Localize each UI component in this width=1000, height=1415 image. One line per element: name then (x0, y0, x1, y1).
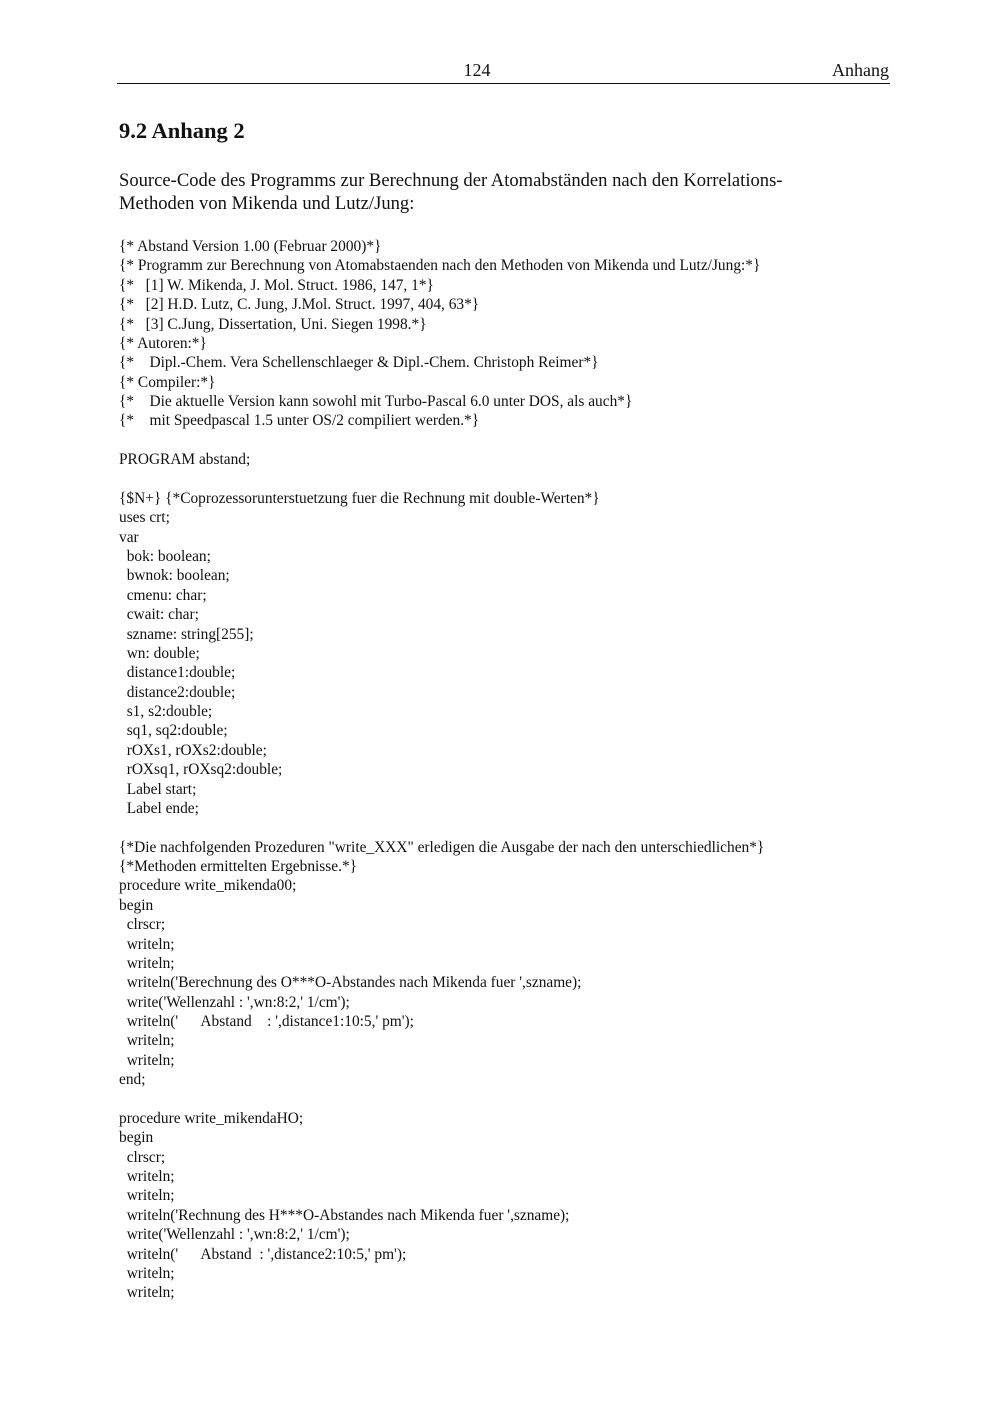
code-line: Label ende; (119, 799, 199, 817)
code-line: distance1:double; (119, 664, 236, 682)
section-title: 9.2 Anhang 2 (119, 118, 245, 143)
code-line (119, 818, 764, 837)
code-line: writeln('Rechnung des H***O-Abstandes nach Mikenda fuer ',szname); (119, 1206, 570, 1224)
code-line: {* Compiler:*} (119, 373, 216, 391)
code-line: clrscr; (119, 916, 166, 934)
code-line: {* Programm zur Berechnung von Atomabstaenden nach den Methoden von Mikenda und Lutz/Jung:*} (119, 257, 761, 275)
code-line: PROGRAM abstand; (119, 451, 251, 469)
header-rule (117, 83, 890, 84)
code-line: wn: double; (119, 644, 200, 662)
code-line: bok: boolean; (119, 548, 211, 565)
code-line: {* [3] C.Jung, Dissertation, Uni. Siegen 1998.*} (119, 315, 427, 333)
code-line: writeln; (119, 935, 175, 953)
intro-line: Methoden von Mikenda und Lutz/Jung: (119, 193, 415, 214)
code-line: writeln; (119, 1168, 175, 1185)
code-line: {* Dipl.-Chem. Vera Schellenschlaeger & Dipl.-Chem. Christoph Reimer*} (119, 354, 599, 372)
code-line: cwait: char; (119, 606, 199, 624)
code-line: begin (119, 896, 154, 914)
code-line: {$N+} {*Coprozessorunterstuetzung fuer die Rechnung mit double-Werten*} (119, 489, 600, 507)
code-line: {* mit Speedpascal 1.5 unter OS/2 compiliert werden.*} (119, 412, 480, 430)
intro-paragraph (119, 169, 879, 215)
code-line: szname: string[255]; (119, 625, 254, 643)
code-line: procedure write_mikendaHO; (119, 1109, 304, 1127)
code-line: Label start; (119, 780, 197, 798)
code-line: clrscr; (119, 1148, 166, 1166)
code-line: procedure write_mikenda00; (119, 877, 297, 895)
code-line: {* [1] W. Mikenda, J. Mol. Struct. 1986, 147, 1*} (119, 276, 434, 294)
code-line: rOXsq1, rOXsq2:double; (119, 761, 283, 779)
code-line: {*Methoden ermittelten Ergebnisse.*} (119, 858, 358, 875)
code-line: {* Autoren:*} (119, 334, 207, 352)
code-line: sq1, sq2:double; (119, 722, 228, 740)
code-line: writeln; (119, 954, 175, 972)
code-line: writeln; (119, 1284, 175, 1302)
source-code-listing (119, 237, 764, 1303)
code-line: {* Abstand Version 1.00 (Februar 2000)*} (119, 238, 382, 255)
code-line: distance2:double; (119, 683, 236, 701)
code-line: {* Die aktuelle Version kann sowohl mit Turbo-Pascal 6.0 unter DOS, als auch*} (119, 393, 633, 410)
code-line: begin (119, 1129, 154, 1147)
code-line: uses crt; (119, 509, 170, 527)
code-line: writeln; (119, 1187, 175, 1205)
page-number: 124 (463, 60, 491, 80)
code-line: cmenu: char; (119, 586, 207, 604)
code-line: writeln('Berechnung des O***O-Abstandes nach Mikenda fuer ',szname); (119, 974, 582, 992)
code-line: writeln; (119, 1264, 175, 1282)
code-line: bwnok: boolean; (119, 567, 230, 585)
code-line: s1, s2:double; (119, 703, 213, 720)
code-line: {*Die nachfolgenden Prozeduren "write_XXX" erledigen die Ausgabe der nach den unterschiedlichen*} (119, 838, 765, 856)
code-line: write('Wellenzahl : ',wn:8:2,' 1/cm'); (119, 993, 350, 1011)
code-line (119, 470, 764, 489)
code-line: end; (119, 1071, 146, 1089)
code-line: {* [2] H.D. Lutz, C. Jung, J.Mol. Struct. 1997, 404, 63*} (119, 296, 480, 314)
code-line: writeln; (119, 1032, 175, 1050)
code-line: writeln(' Abstand : ',distance2:10:5,' pm'); (119, 1245, 407, 1263)
code-line: writeln; (119, 1051, 175, 1069)
intro-line: Source-Code des Programms zur Berechnung der Atomabständen nach den Korrelations- (119, 170, 783, 191)
code-line: write('Wellenzahl : ',wn:8:2,' 1/cm'); (119, 1226, 350, 1244)
code-line: var (119, 528, 139, 546)
running-head: Anhang (832, 60, 889, 80)
code-line: rOXs1, rOXs2:double; (119, 741, 267, 759)
code-line (119, 1090, 764, 1109)
code-line: writeln(' Abstand : ',distance1:10:5,' pm'); (119, 1013, 414, 1030)
code-line (119, 431, 764, 450)
